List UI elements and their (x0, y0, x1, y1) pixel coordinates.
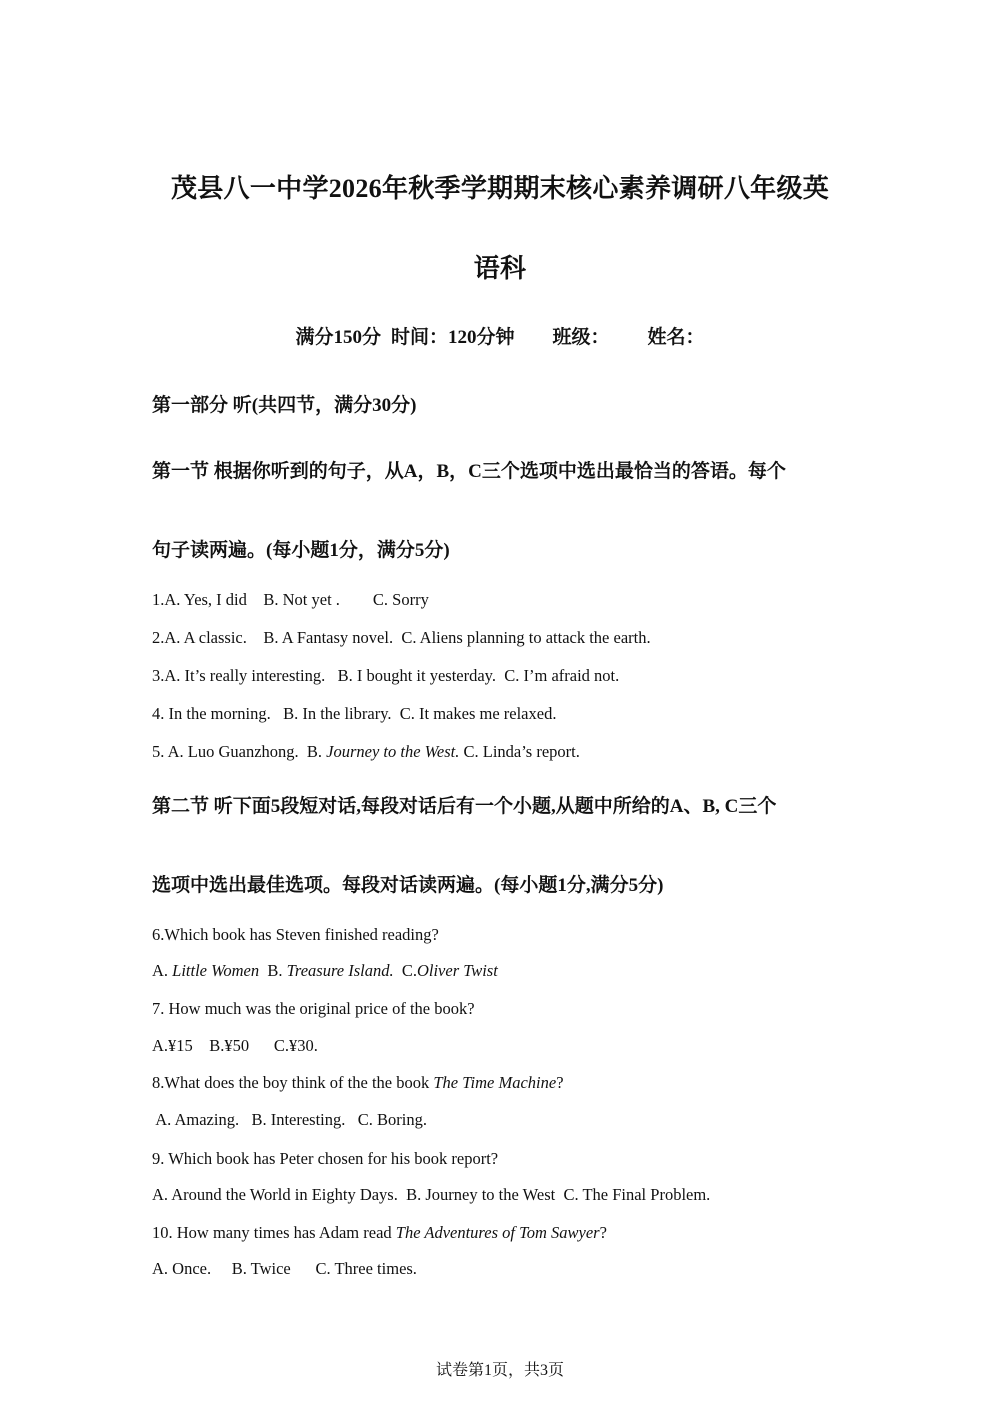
question-2: 2.A. A classic. B. A Fantasy novel. C. Aliens planning to attack the earth. (152, 628, 651, 647)
q6-option-a-title: Little Women (172, 961, 260, 980)
q6-option-c-label: C. (393, 961, 417, 980)
question-1: 1.A. Yes, I did B. Not yet . C. Sorry (152, 590, 429, 609)
exam-score: 满分150分 (295, 327, 381, 348)
exam-info (0, 322, 1000, 349)
question-6-options (152, 961, 498, 981)
question-10-title: The Adventures of Tom Sawyer (395, 1223, 600, 1242)
question-8-suffix: ? (556, 1073, 564, 1092)
question-5-suffix: C. Linda’s report. (459, 742, 580, 761)
q6-option-b-label: B. (259, 961, 287, 980)
question-5-title: Journey to the West. (326, 742, 460, 761)
question-8-options: A. Amazing. B. Interesting. C. Boring. (152, 1110, 427, 1129)
question-8-title: The Time Machine (433, 1073, 557, 1092)
question-5 (152, 742, 580, 762)
question-5-prefix: 5. A. Luo Guanzhong. B. (152, 742, 327, 761)
q6-option-c-title: Oliver Twist (416, 961, 498, 980)
q6-option-a-label: A. (152, 961, 173, 980)
section1-heading-line2: 句子读两遍。(每小题1分，满分5分) (152, 540, 450, 561)
part1-heading: 第一部分 听(共四节，满分30分) (152, 395, 417, 416)
question-4: 4. In the morning. B. In the library. C. It makes me relaxed. (152, 704, 557, 723)
exam-title-line2: 语科 (473, 254, 527, 283)
section1-heading-line1: 第一节 根据你听到的句子，从A，B，C三个选项中选出最恰当的答语。每个 (152, 461, 786, 482)
question-7: 7. How much was the original price of the book? (152, 999, 475, 1018)
question-9-options: A. Around the World in Eighty Days. B. Journey to the West C. The Final Problem. (152, 1185, 711, 1204)
exam-time: 时间：120分钟 (390, 327, 515, 348)
section2-heading-line1: 第二节 听下面5段短对话,每段对话后有一个小题,从题中所给的A、B, C三个 (152, 796, 777, 817)
question-10-options: A. Once. B. Twice C. Three times. (152, 1259, 417, 1278)
exam-title-line1: 茂县八一中学2026年秋季学期期末核心素养调研八年级英 (170, 174, 830, 203)
q6-option-b-title: Treasure Island. (286, 961, 394, 980)
question-10-prefix: 10. How many times has Adam read (152, 1223, 396, 1242)
question-3: 3.A. It’s really interesting. B. I bought it yesterday. C. I’m afraid not. (152, 666, 620, 685)
question-7-options: A.¥15 B.¥50 C.¥30. (152, 1036, 318, 1055)
question-8-prefix: 8.What does the boy think of the the book (152, 1073, 434, 1092)
question-8 (152, 1073, 564, 1093)
class-label: 班级： (552, 327, 610, 348)
question-6: 6.Which book has Steven finished reading? (152, 925, 439, 944)
question-9: 9. Which book has Peter chosen for his book report? (152, 1149, 499, 1168)
section2-heading-line2: 选项中选出最佳选项。每段对话读两遍。(每小题1分,满分5分) (152, 875, 664, 896)
question-10 (152, 1223, 607, 1243)
name-label: 姓名： (647, 327, 705, 348)
question-10-suffix: ? (599, 1223, 607, 1242)
page-footer: 试卷第1页，共3页 (435, 1362, 564, 1379)
